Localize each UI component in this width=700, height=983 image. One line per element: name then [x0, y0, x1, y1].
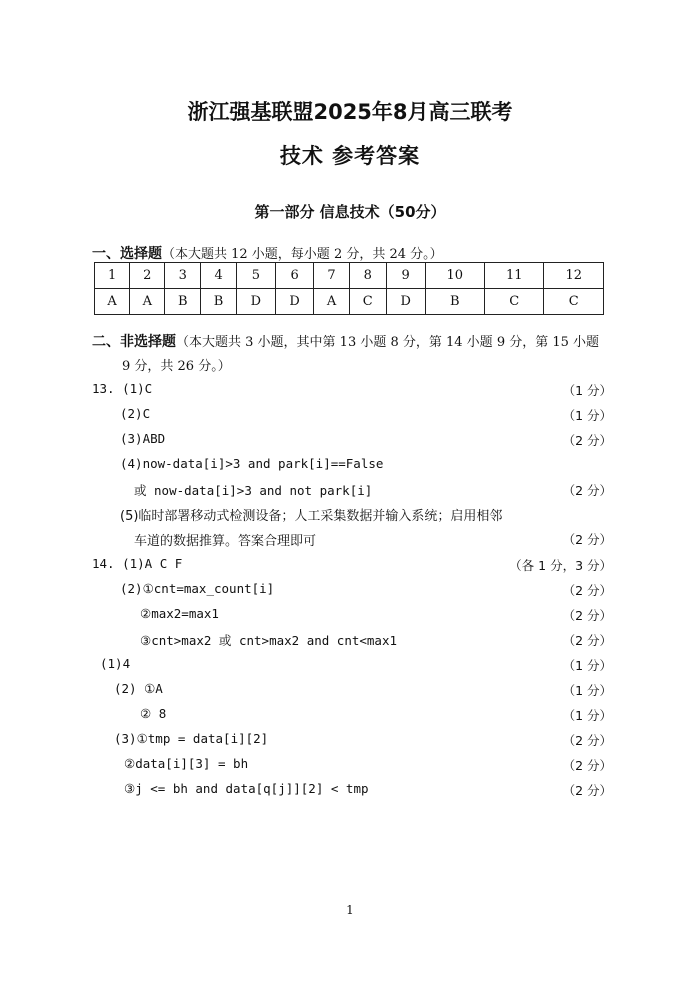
answer-line: (3)①tmp = data[i][2] — [114, 731, 269, 746]
question-number: 1 — [95, 263, 130, 289]
part-heading: 第一部分 信息技术（50分） — [254, 203, 446, 221]
score-label: （各 1 分，3 分） — [509, 558, 612, 573]
question-number: 7 — [314, 263, 349, 289]
score-label: （1 分） — [562, 708, 612, 723]
answer-line: ③j <= bh and data[q[j]][2] < tmp — [124, 781, 369, 796]
answer-cell: B — [165, 289, 201, 315]
answer-line: ② 8 — [140, 706, 167, 721]
answer-line: (2) ①A — [114, 681, 163, 696]
answer-line: (4)now-data[i]>3 and park[i]==False — [120, 456, 384, 471]
answer-line: (1)4 — [100, 656, 131, 671]
answer-line: 或 now-data[i]>3 and not park[i] — [134, 483, 373, 498]
answer-line: ②max2=max1 — [140, 606, 219, 621]
answer-table — [94, 262, 604, 315]
question-number: 9 — [386, 263, 425, 289]
section2-label: 二、非选择题 — [92, 334, 176, 350]
document-subtitle: 技术 参考答案 — [279, 144, 421, 168]
answer-cell: D — [386, 289, 425, 315]
question-number: 12 — [544, 263, 604, 289]
score-label: （2 分） — [562, 733, 612, 748]
score-label: （2 分） — [562, 758, 612, 773]
question-number: 6 — [275, 263, 314, 289]
answer-line: (3)ABD — [120, 431, 166, 446]
section2-note-continuation — [122, 355, 231, 374]
answer-line: ③cnt>max2 或 cnt>max2 and cnt<max1 — [140, 633, 398, 648]
answer-line: (5)临时部署移动式检测设备；人工采集数据并输入系统；启用相邻 — [120, 509, 503, 524]
question-number: 11 — [484, 263, 543, 289]
answer-cell: A — [95, 289, 130, 315]
answer-line: (2)①cnt=max_count[i] — [120, 581, 275, 596]
answer-cell: A — [314, 289, 349, 315]
answer-cell: C — [544, 289, 604, 315]
answer-cell: B — [425, 289, 484, 315]
score-label: （1 分） — [562, 408, 612, 423]
answer-line: ②data[i][3] = bh — [124, 756, 249, 771]
section2-heading — [92, 331, 599, 351]
score-label: （2 分） — [562, 532, 612, 547]
answer-cell: D — [236, 289, 275, 315]
answer-line: 14. (1)A C F — [92, 556, 183, 571]
section1-note: （本大题共 12 小题，每小题 2 分，共 24 分。） — [162, 247, 443, 262]
answer-cell: A — [130, 289, 165, 315]
score-label: （1 分） — [562, 383, 612, 398]
score-label: （2 分） — [562, 608, 612, 623]
section2-note-line1: （本大题共 3 小题，其中第 13 小题 8 分，第 14 小题 9 分，第 15 小题 — [176, 335, 600, 350]
score-label: （1 分） — [562, 683, 612, 698]
question-number: 3 — [165, 263, 201, 289]
score-label: （2 分） — [562, 633, 612, 648]
answer-cell: B — [201, 289, 237, 315]
section1-heading — [92, 243, 443, 263]
score-label: （2 分） — [562, 433, 612, 448]
question-number: 4 — [201, 263, 237, 289]
page-number: 1 — [346, 903, 354, 917]
answer-cell: D — [275, 289, 314, 315]
document-title: 浙江强基联盟2025年8月高三联考 — [187, 100, 513, 124]
section2-note-line2: 9 分，共 26 分。） — [122, 359, 231, 374]
question-number: 10 — [425, 263, 484, 289]
question-number: 5 — [236, 263, 275, 289]
score-label: （2 分） — [562, 483, 612, 498]
answer-cell: C — [349, 289, 386, 315]
question-number: 8 — [349, 263, 386, 289]
section1-label: 一、选择题 — [92, 246, 162, 262]
answer-table-number-row — [95, 263, 604, 289]
answer-line: 车道的数据推算。答案合理即可 — [134, 534, 317, 549]
score-label: （1 分） — [562, 658, 612, 673]
answer-cell: C — [484, 289, 543, 315]
question-number: 2 — [130, 263, 165, 289]
score-label: （2 分） — [562, 583, 612, 598]
answer-line: (2)C — [120, 406, 151, 421]
score-label: （2 分） — [562, 783, 612, 798]
answer-line: 13. (1)C — [92, 381, 153, 396]
answer-table-answer-row — [95, 289, 604, 315]
